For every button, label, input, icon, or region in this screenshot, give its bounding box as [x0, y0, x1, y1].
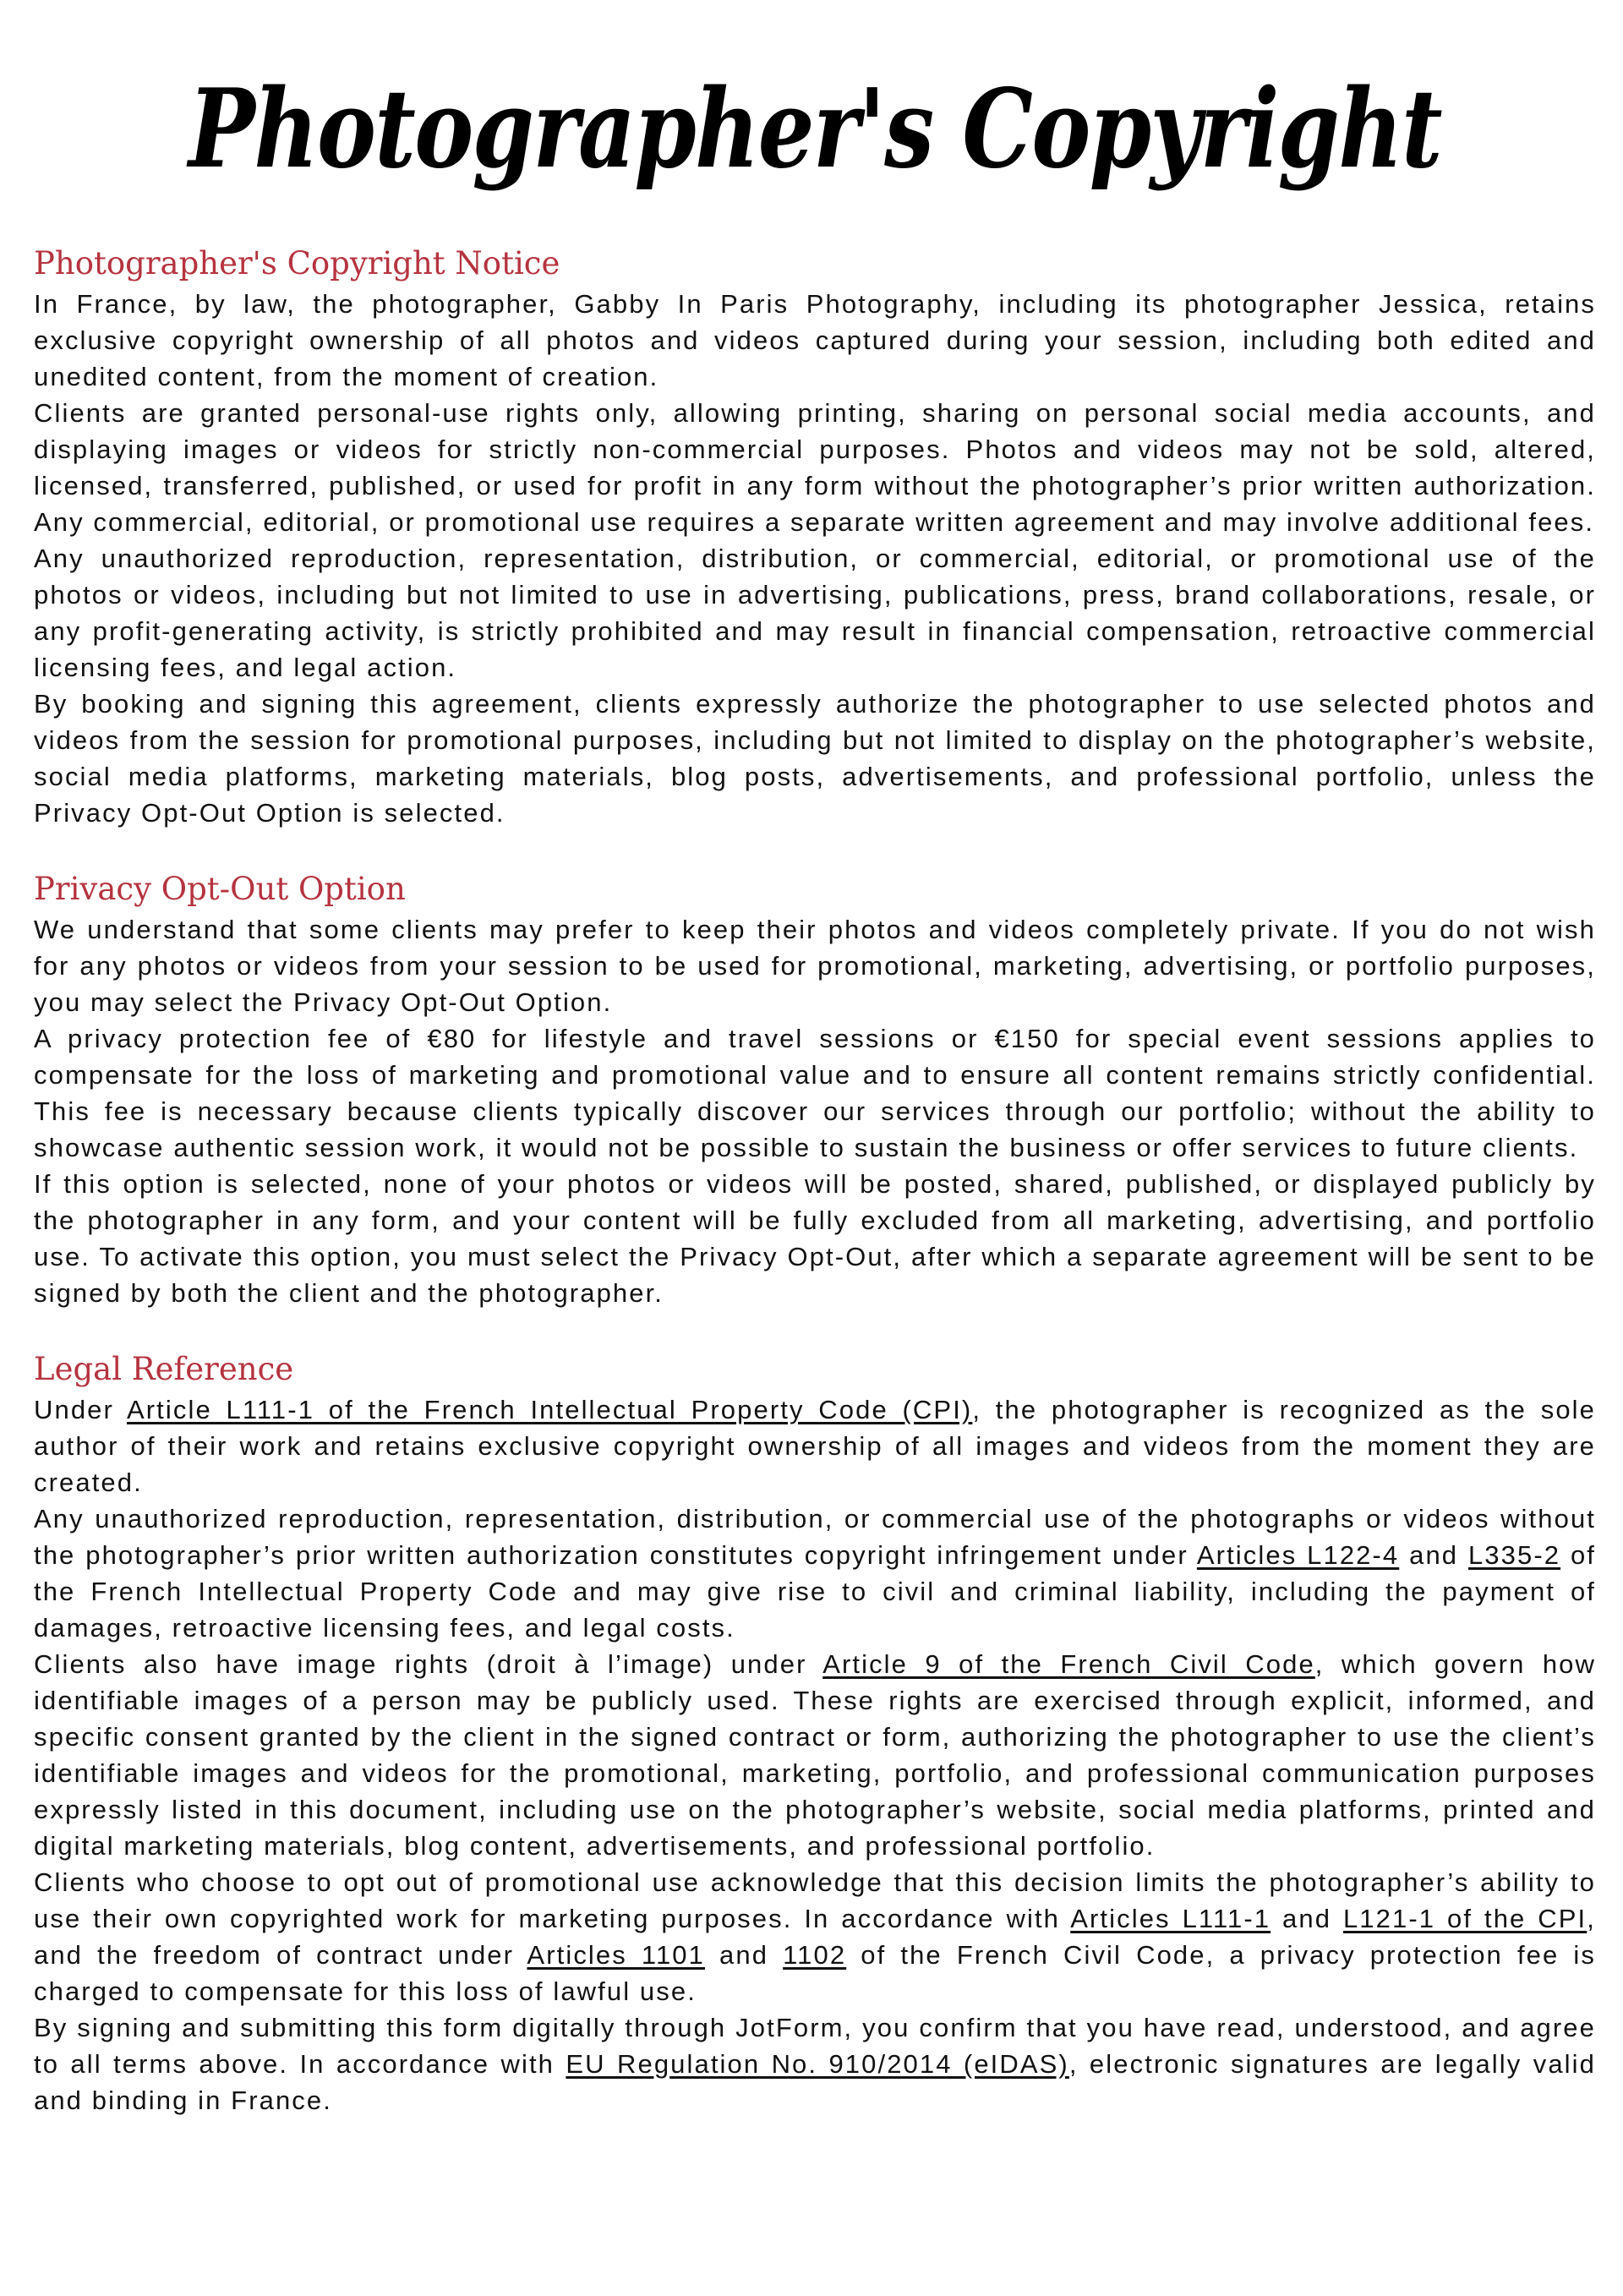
paragraph-text: of the French Civil Code, a privacy protection fee is charged to compensate for this loss of lawful use. — [34, 1940, 1596, 2006]
paragraph-text: By signing and submitting this form digitally through JotForm, you confirm that you have read, understood, and agree to all terms above. In accordance with — [34, 2013, 1596, 2079]
paragraph — [34, 395, 1596, 540]
paragraph-text: If this option is selected, none of your photos or videos will be posted, shared, published, or displayed publicly by the photographer in any form, and your content will be fully excluded from all marketing, advertising, and portfolio use. To activate this option, you must select the Privacy Opt-Out, after which a separate agreement will be sent to be signed by both the client and the photographer. — [34, 1169, 1596, 1308]
section-privacy-opt-out-option — [34, 867, 1596, 1311]
document-page — [34, 0, 1596, 2118]
paragraph-text: A privacy protection fee of €80 for lifestyle and travel sessions or €150 for special event sessions applies to compensate for the loss of marketing and promotional value and to ensure all content remains strictly confidential. This fee is necessary because clients typically discover our services through our portfolio; without the ability to showcase authentic session work, it would not be possible to sustain the business or offer services to future clients. — [34, 1024, 1596, 1162]
paragraph — [34, 2009, 1596, 2118]
paragraph-text: Under — [34, 1395, 127, 1424]
paragraph-text: In France, by law, the photographer, Gabby In Paris Photography, including its photographer Jessica, retains exclusive copyright ownership of all photos and videos captured during your session, including both edited and unedited content, from the moment of creation. — [34, 289, 1596, 391]
paragraph — [34, 540, 1596, 686]
paragraph-text: Clients are granted personal-use rights only, allowing printing, sharing on personal social media accounts, and displaying images or videos for strictly non-commercial purposes. Photos and videos may not be sold, altered, licensed, transferred, published, or used for profit in any form without the photographer’s prior written authorization. Any commercial, editorial, or promotional use requires a separate written agreement and may involve additional fees. — [34, 398, 1596, 537]
paragraph-text: By booking and signing this agreement, clients expressly authorize the photographer to use selected photos and videos from the session for promotional purposes, including but not limited to display on the photographer’s website, social media platforms, marketing materials, blog posts, advertisements, and professional portfolio, unless the Privacy Opt-Out Option is selected. — [34, 689, 1596, 828]
section-heading: Privacy Opt-Out Option — [34, 871, 406, 907]
paragraph-text: Clients also have image rights (droit à l’image) under — [34, 1649, 823, 1679]
paragraph-text: Clients who choose to opt out of promotional use acknowledge that this decision limits the photographer’s ability to use their own copyrighted work for marketing purposes. In accordance with — [34, 1867, 1596, 1933]
paragraph-text: and — [1399, 1540, 1468, 1570]
legal-reference-link[interactable]: Article 9 of the French Civil Code — [822, 1649, 1315, 1679]
paragraph — [34, 1501, 1596, 1646]
legal-reference-link[interactable]: Articles L111-1 — [1070, 1904, 1271, 1933]
paragraph — [34, 1020, 1596, 1166]
section-heading: Legal Reference — [34, 1351, 294, 1387]
paragraph-text: and — [704, 1940, 784, 1970]
page-title: Photographer's Copyright — [189, 66, 1441, 193]
paragraph-text: We understand that some clients may prefer to keep their photos and videos completely private. If you do not wish for any photos or videos from your session to be used for promotional, marketing, advertising, or portfolio purposes, you may select the Privacy Opt-Out Option. — [34, 915, 1596, 1017]
document-body — [34, 242, 1596, 2118]
legal-reference-link[interactable]: L335-2 — [1467, 1540, 1561, 1570]
paragraph — [34, 1391, 1596, 1501]
section-photographer-s-copyright-notice — [34, 242, 1596, 831]
paragraph-text: and — [1271, 1904, 1343, 1933]
section-heading: Photographer's Copyright Notice — [34, 245, 560, 282]
paragraph-text: , electronic signatures are legally valid and binding in France. — [34, 2049, 1596, 2115]
legal-reference-link[interactable]: 1102 — [783, 1940, 847, 1970]
paragraph — [34, 1646, 1596, 1864]
paragraph-text: , the photographer is recognized as the sole author of their work and retains exclusive copyright ownership of all images and videos from the moment they are created. — [34, 1395, 1597, 1497]
paragraph-text: Any unauthorized reproduction, representation, distribution, or commercial use of the photographs or videos without the photographer’s prior written authorization constitutes copyright infringement under — [34, 1504, 1596, 1570]
section-legal-reference — [34, 1348, 1596, 2118]
paragraph-text: of the French Intellectual Property Code and may give rise to civil and criminal liability, including the payment of damages, retroactive licensing fees, and legal costs. — [34, 1540, 1596, 1643]
paragraph — [34, 911, 1596, 1020]
paragraph — [34, 1166, 1596, 1311]
paragraph — [34, 286, 1596, 395]
legal-reference-link[interactable]: L121-1 of the CPI — [1342, 1904, 1587, 1933]
legal-reference-link[interactable]: EU Regulation No. 910/2014 (eIDAS) — [566, 2049, 1069, 2079]
paragraph-text: , which govern how identifiable images of a person may be publicly used. These rights are exercised through explicit, informed, and specific consent granted by the client in the signed contract or form, authorizing the photographer to use the client’s identifiable images and videos for the promotional, marketing, portfolio, and professional communication purposes expressly listed in this document, including use on the photographer’s website, social media platforms, printed and digital marketing materials, blog content, advertisements, and professional portfolio. — [34, 1649, 1596, 1861]
legal-reference-link[interactable]: Articles L122-4 — [1196, 1540, 1400, 1570]
legal-reference-link[interactable]: Articles 1101 — [527, 1940, 705, 1970]
paragraph-text: , and the freedom of contract under — [34, 1904, 1596, 1970]
paragraph — [34, 1864, 1596, 2009]
legal-reference-link[interactable]: Article L111-1 of the French Intellectual Property Code (CPI) — [126, 1395, 973, 1424]
paragraph — [34, 686, 1596, 831]
paragraph-text: Any unauthorized reproduction, representation, distribution, or commercial, editorial, or promotional use of the photos or videos, including but not limited to use in advertising, publications, press, brand collaborations, resale, or any profit-generating activity, is strictly prohibited and may result in financial compensation, retroactive commercial licensing fees, and legal action. — [34, 544, 1596, 682]
